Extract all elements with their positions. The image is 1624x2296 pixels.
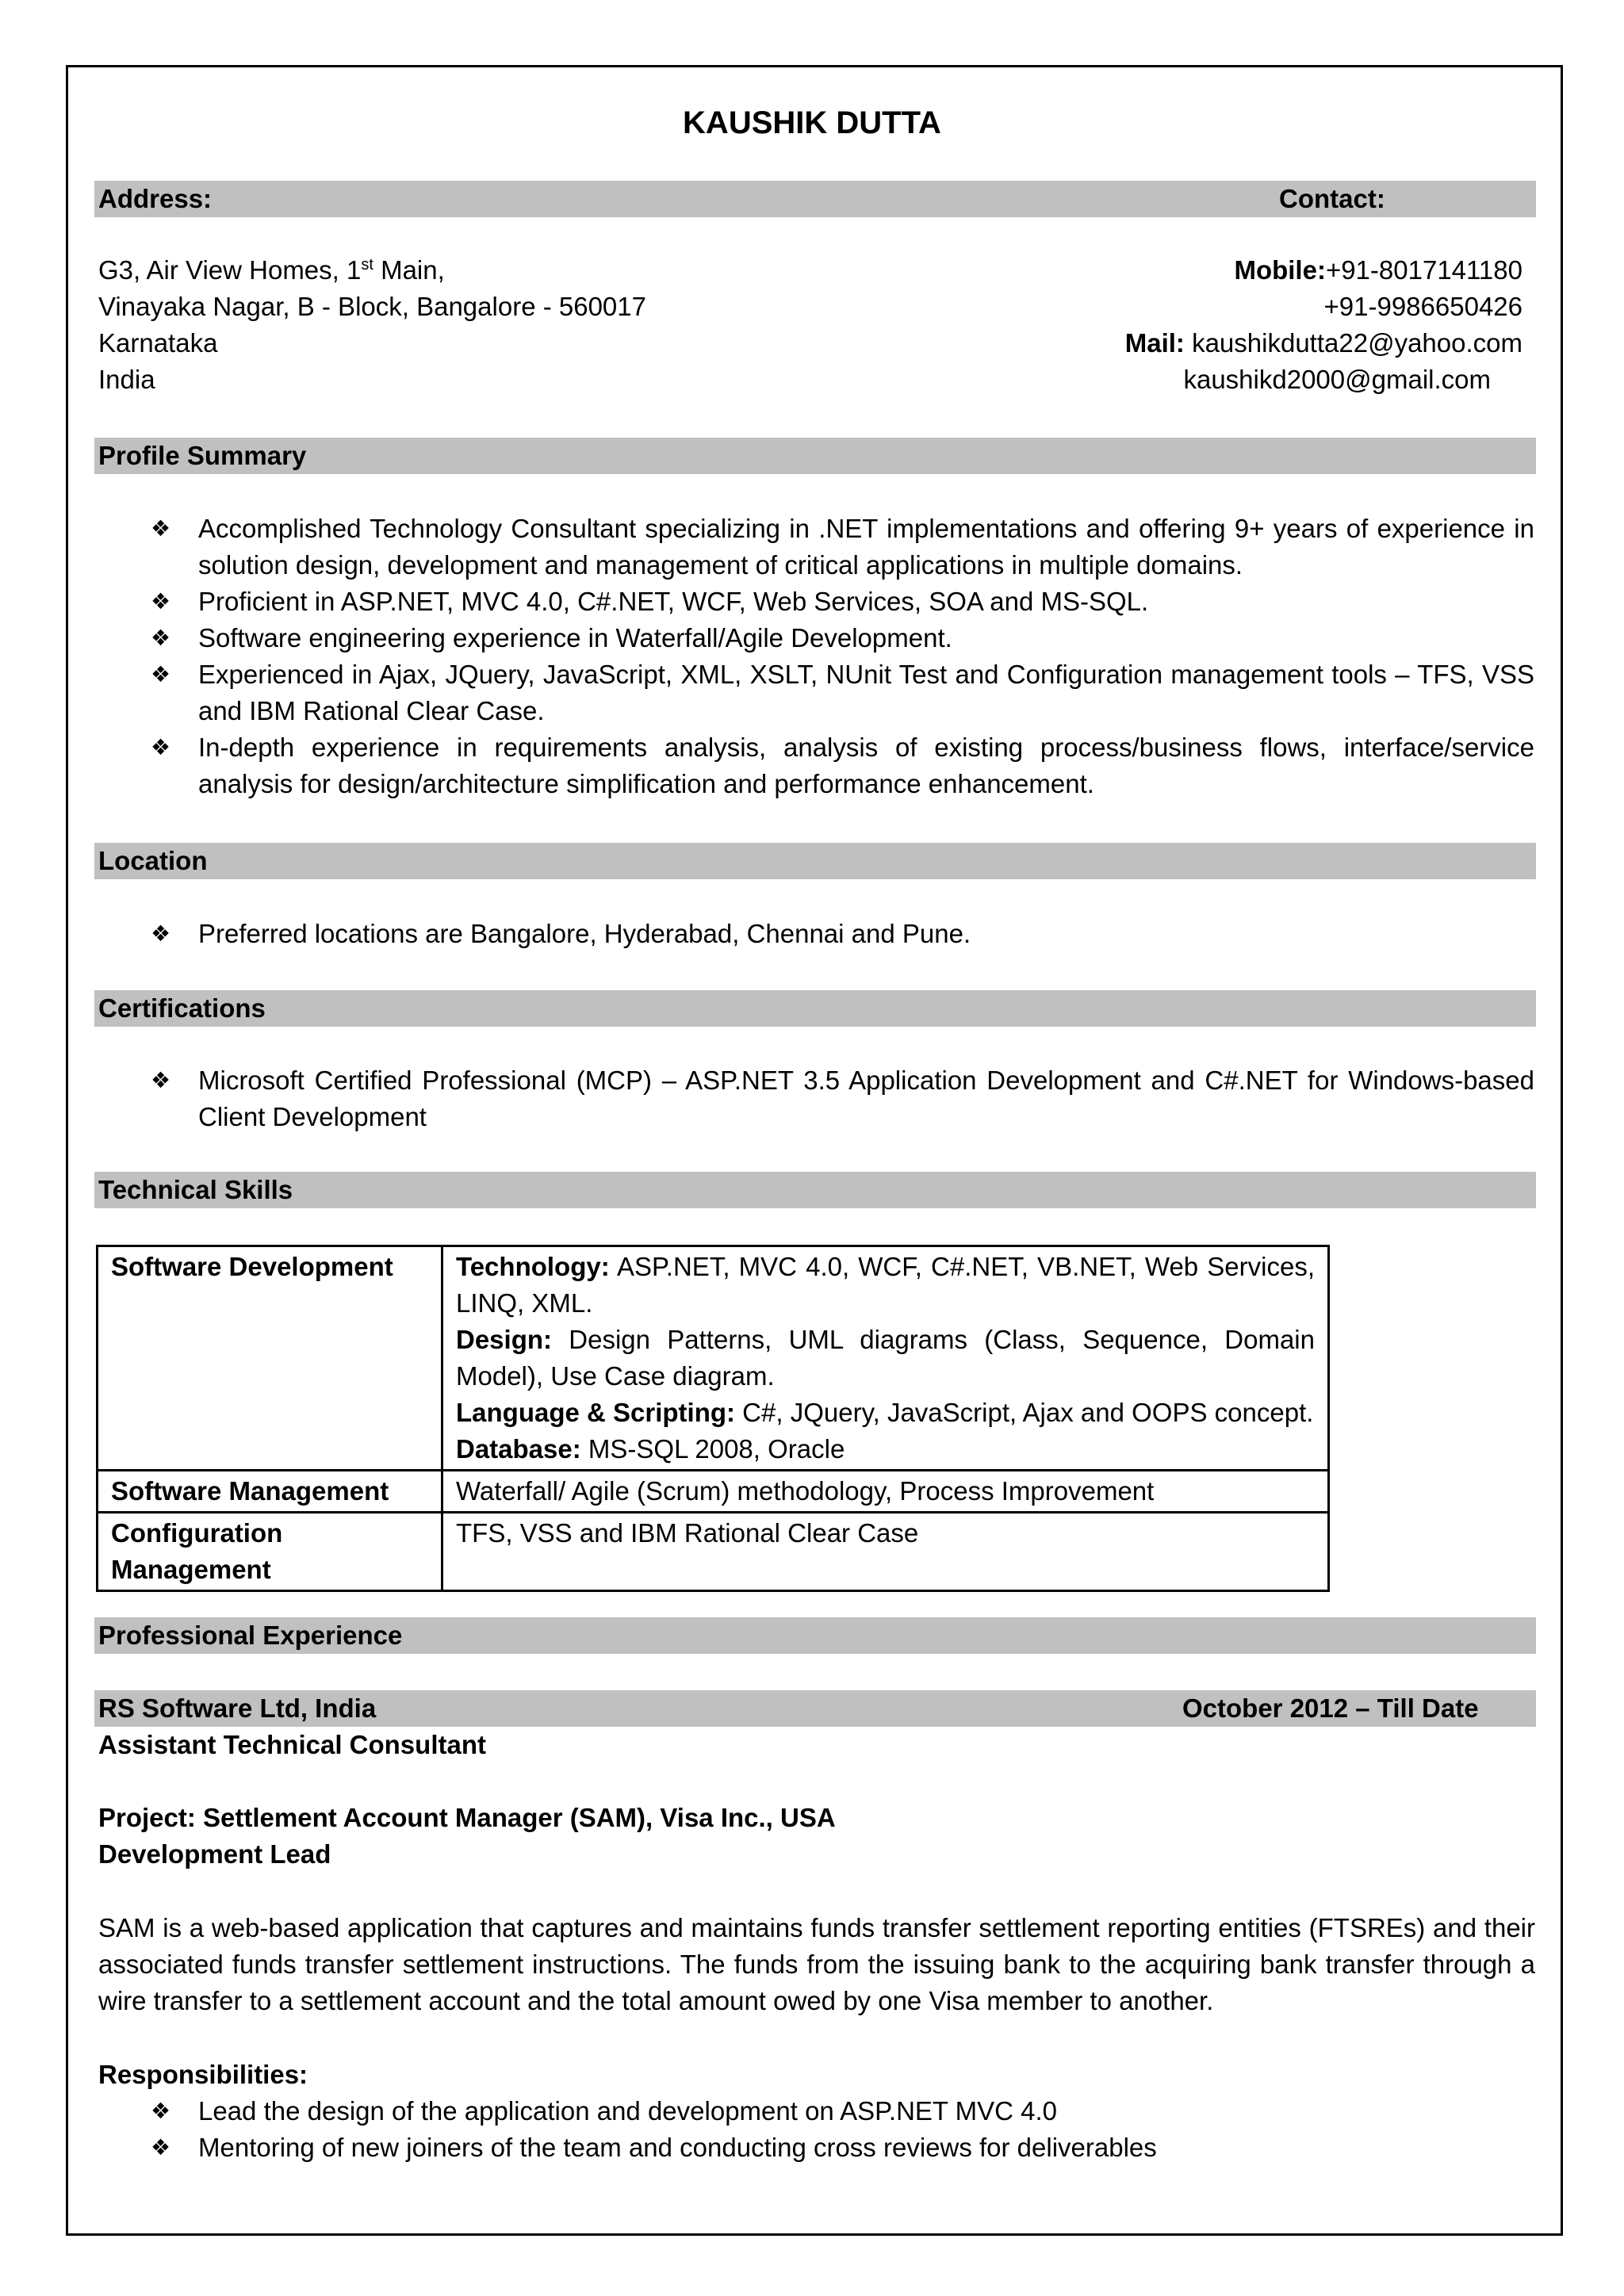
skill-details: Technology: ASP.NET, MVC 4.0, WCF, C#.NET, VB.NET, Web Services, LINQ, XML. Design: Design Patterns, UML diagrams (Class, Sequence, Domain Model), Use Case diagram. Language & Scripting: C#, JQuery, JavaScript, Ajax and OOPS concept. Database: MS-SQL 2008, Oracle [442,1246,1329,1471]
responsibilities-label: Responsibilities: [98,2060,308,2089]
diamond-bullet-icon: ❖ [151,589,171,614]
diamond-bullet-icon: ❖ [151,2099,171,2123]
profile-summary-heading: Profile Summary [94,438,1536,474]
professional-experience-heading: Professional Experience [94,1617,1536,1654]
mobile-line-2: +91-9986650426 [1323,292,1522,321]
mobile-line-1: Mobile:+91-8017141180 [1234,255,1522,285]
mail-line-1: Mail: kaushikdutta22@yahoo.com [1124,328,1522,358]
company-band [94,1690,1536,1727]
location-heading: Location [94,843,1536,879]
certifications-list [151,1062,1534,1135]
project-description: SAM is a web-based application that captures and maintains funds transfer settlement reporting entities (FTSREs) and their associated funds transfer settlement instructions. The funds from the issuing bank to the acquiring bank transfer through a wire transfer to a settlement account and the total amount owed by one Visa member to another. [98,1913,1535,2015]
role-block [98,1727,486,1763]
diamond-bullet-icon: ❖ [151,2135,171,2160]
diamond-bullet-icon: ❖ [151,626,171,650]
profile-summary-list [151,511,1534,802]
diamond-bullet-icon: ❖ [151,735,171,760]
project-title: Project: Settlement Account Manager (SAM), Visa Inc., USA [98,1803,836,1832]
skill-details: TFS, VSS and IBM Rational Clear Case [442,1513,1329,1591]
diamond-bullet-icon: ❖ [151,921,171,946]
technical-skills-heading: Technical Skills [94,1172,1536,1208]
list-item: ❖ Accomplished Technology Consultant specializing in .NET implementations and offering 9+ years of experience in solution design, development and management of critical applications in multiple domains. [151,511,1534,584]
address-heading: Address: [98,184,213,213]
table-row [98,1471,1329,1513]
certifications-heading: Certifications [94,990,1536,1027]
diamond-bullet-icon: ❖ [151,1068,171,1093]
address-line-2: Vinayaka Nagar, B - Block, Bangalore - 560017 [98,292,646,321]
diamond-bullet-icon: ❖ [151,516,171,541]
job-title: Assistant Technical Consultant [98,1730,486,1759]
company-name: RS Software Ltd, India [98,1693,377,1723]
address-line-4: India [98,365,155,394]
contact-heading: Contact: [1279,184,1385,213]
mail-line-2: kaushikd2000@gmail.com [1183,365,1491,394]
table-row [98,1513,1329,1591]
project-role: Development Lead [98,1839,331,1869]
candidate-name: KAUSHIK DUTTA [683,105,941,140]
location-list [151,916,1534,952]
list-item: ❖ Preferred locations are Bangalore, Hyderabad, Chennai and Pune. [151,916,1534,952]
list-item: ❖ Mentoring of new joiners of the team and conducting cross reviews for deliverables [151,2130,1534,2166]
diamond-bullet-icon: ❖ [151,662,171,687]
address-block [98,252,646,398]
address-contact-band [94,181,1536,217]
list-item: ❖ Software engineering experience in Waterfall/Agile Development. [151,620,1534,656]
employment-dates: October 2012 – Till Date [1182,1693,1479,1723]
address-line-1: G3, Air View Homes, 1st Main, [98,255,445,285]
list-item: ❖ Microsoft Certified Professional (MCP) – ASP.NET 3.5 Application Development and C#.NET for Windows-based Client Development [151,1062,1534,1135]
list-item: ❖ In-depth experience in requirements analysis, analysis of existing process/business flows, interface/service analysis for design/architecture simplification and performance enhancement. [151,729,1534,802]
skill-details: Waterfall/ Agile (Scrum) methodology, Process Improvement [442,1471,1329,1513]
skill-category: Software Development [98,1246,442,1471]
responsibilities-list [151,2093,1534,2166]
address-line-3: Karnataka [98,328,218,358]
project-block [98,1800,836,1873]
technical-skills-table [96,1245,1330,1592]
list-item: ❖ Experienced in Ajax, JQuery, JavaScript, XML, XSLT, NUnit Test and Configuration management tools – TFS, VSS and IBM Rational Clear Case. [151,656,1534,729]
contact-block [1125,252,1522,398]
list-item: ❖ Proficient in ASP.NET, MVC 4.0, C#.NET, WCF, Web Services, SOA and MS-SQL. [151,584,1534,620]
list-item: ❖ Lead the design of the application and development on ASP.NET MVC 4.0 [151,2093,1534,2130]
skill-category: Software Management [98,1471,442,1513]
table-row [98,1246,1329,1471]
skill-category: Configuration Management [98,1513,442,1591]
